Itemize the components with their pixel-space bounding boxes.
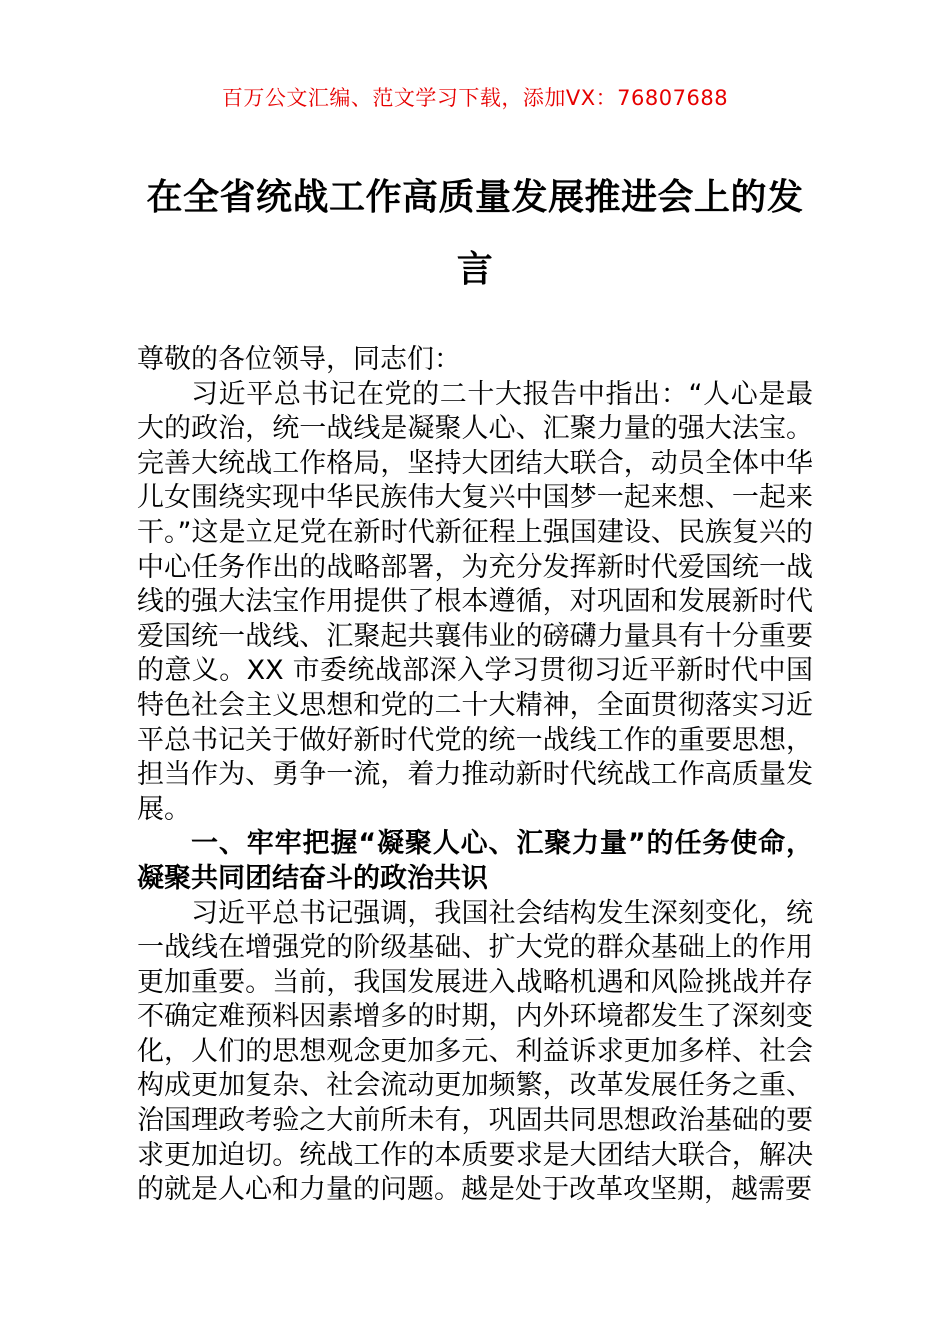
body-paragraph-1: 习近平总书记在党的二十大报告中指出：“人心是最大的政治，统一战线是凝聚人心、汇聚力量的强大法宝。完善大统战工作格局，坚持大团结大联合，动员全体中华儿女围绕实现中华民族伟大复兴中国梦一起来想、一起来干。”这是立足党在新时代新征程上强国建设、民族复兴的中心任务作出的战略部署，为充分发挥新时代爱国统一战线的强大法宝作用提供了根本遵循，对巩固和发展新时代爱国统一战线、汇聚起共襄伟业的磅礴力量具有十分重要的意义。XX 市委统战部深入学习贯彻习近平新时代中国特色社会主义思想和党的二十大精神，全面贯彻落实习近平总书记关于做好新时代党的统一战线工作的重要思想，担当作为、勇争一流，着力推动新时代统战工作高质量发展。 [137, 378, 813, 825]
document-title: 在全省统战工作高质量发展推进会上的发言 [146, 177, 804, 290]
promo-notice: 百万公文汇编、范文学习下载，添加VX：76807688 [221, 86, 729, 110]
body-paragraph-2: 习近平总书记强调，我国社会结构发生深刻变化，统一战线在增强党的阶级基础、扩大党的群众基础上的作用更加重要。当前，我国发展进入战略机遇和风险挑战并存不确定难预料因素增多的时期，内外环境都发生了深刻变化，人们的思想观念更加多元、利益诉求更加多样、社会构成更加复杂、社会流动更加频繁，改革发展任务之重、治国理政考验之大前所未有，巩固共同思想政治基础的要求更加迫切。统战工作的本质要求是大团结大联合，解决的就是人心和力量的问题。越是处于改革攻坚期，越需要 [137, 897, 813, 1206]
document-body [137, 343, 813, 1208]
section-heading: 一、牢牢把握“凝聚人心、汇聚力量”的任务使命，凝聚共同团结奋斗的政治共识 [137, 828, 813, 894]
greeting-paragraph: 尊敬的各位领导，同志们： [137, 344, 461, 375]
